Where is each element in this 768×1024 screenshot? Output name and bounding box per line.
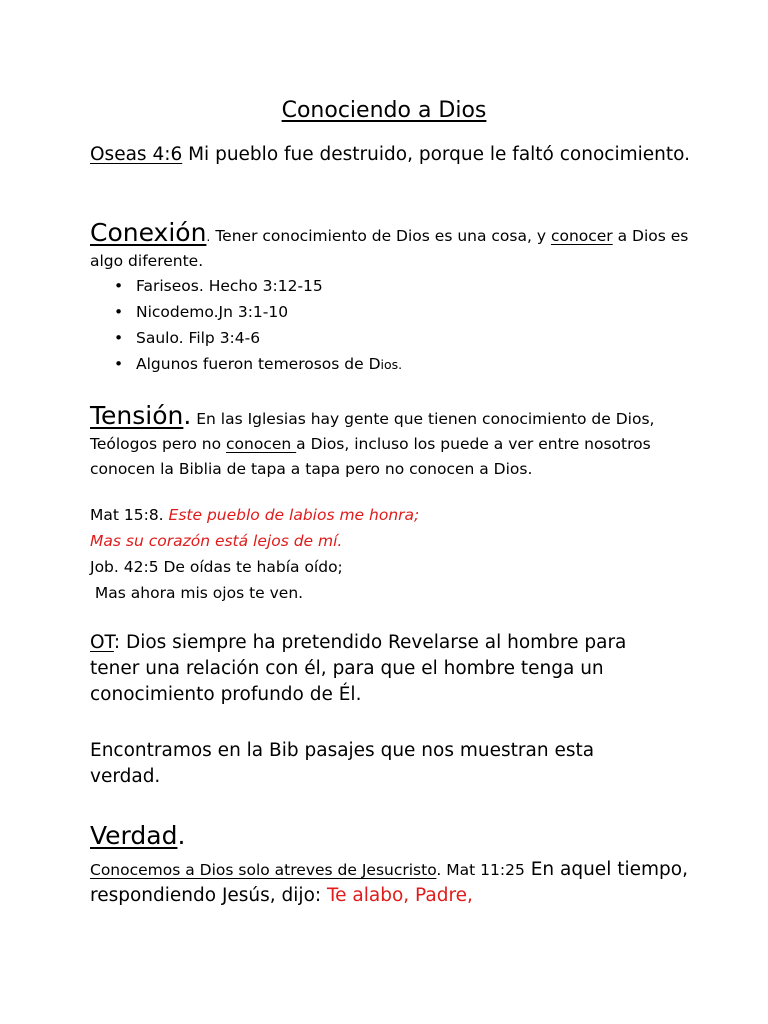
mat-15-8-line — [90, 503, 690, 528]
verdad-paragraph — [90, 857, 690, 909]
verdad-dot: . — [177, 821, 186, 850]
page-title: Conociendo a Dios — [281, 98, 487, 123]
conexion-text-before: Tener conocimiento de Dios es una cosa, y — [210, 227, 551, 245]
verdad-heading-line — [90, 820, 690, 852]
encontramos-paragraph: Encontramos en la Bib pasajes que nos muestran esta verdad. — [90, 740, 595, 787]
list-item — [114, 351, 402, 377]
ot-text: : Dios siempre ha pretendido Revelarse al hombre para tener una relación con él, para que el hombre tenga un conocimiento profundo de Él. — [90, 632, 627, 705]
conexion-text-after: a Dios es algo diferente. — [90, 227, 689, 270]
tension-text-before: En las Iglesias hay gente que tienen conocimiento de Dios, Teólogos pero no — [90, 410, 655, 453]
oseas-paragraph — [90, 142, 690, 168]
verdad-dot-2: . — [436, 861, 447, 879]
list-item: • Nicodemo.Jn 3:1-10 — [114, 299, 402, 325]
ot-label: OT — [90, 632, 114, 653]
job-42-5-line-2: Mas ahora mis ojos te ven. — [90, 584, 304, 602]
tension-heading: Tensión — [90, 401, 184, 430]
tension-dot: . — [183, 401, 192, 430]
verdad-red-text: Te alabo, Padre, — [327, 885, 473, 906]
bullet4-main: Algunos fueron temerosos de D — [136, 355, 381, 373]
conexion-heading: Conexión — [90, 218, 207, 247]
list-item: • Fariseos. Hecho 3:12-15 — [114, 273, 402, 299]
tension-text-after: a Dios, incluso los puede a ver entre nosotros conocen la Biblia de tapa a tapa pero no conocen a Dios. — [90, 435, 651, 478]
job-42-5-line-1: Job. 42:5 De oídas te había oído; — [90, 558, 343, 576]
verdad-underlined: Conocemos a Dios solo atreves de Jesucristo — [90, 861, 437, 879]
tension-underlined: conocen — [226, 435, 297, 453]
conexion-underlined: conocer — [550, 227, 613, 245]
oseas-text: Mi pueblo fue destruido, porque le faltó conocimiento. — [182, 144, 690, 165]
bullet4-small: ios. — [380, 357, 403, 372]
verdad-text: En aquel tiempo, respondiendo Jesús, dijo: — [90, 859, 688, 906]
verdad-heading: Verdad — [90, 821, 178, 850]
mat-15-8-quote-2: Mas su corazón está lejos de mí. — [90, 532, 343, 550]
tension-paragraph — [90, 403, 695, 482]
conexion-bullet-list — [114, 273, 402, 377]
list-item: • Saulo. Filp 3:4-6 — [114, 325, 402, 351]
conexion-paragraph — [90, 220, 690, 274]
conexion-dot: . — [206, 229, 211, 244]
mat-11-25-ref: Mat 11:25 — [446, 861, 525, 879]
oseas-reference: Oseas 4:6 — [90, 144, 183, 165]
mat-15-8-ref: Mat 15:8. — [90, 506, 169, 524]
mat-15-8-quote-1: Este pueblo de labios me honra; — [168, 506, 420, 524]
ot-paragraph — [90, 630, 660, 708]
